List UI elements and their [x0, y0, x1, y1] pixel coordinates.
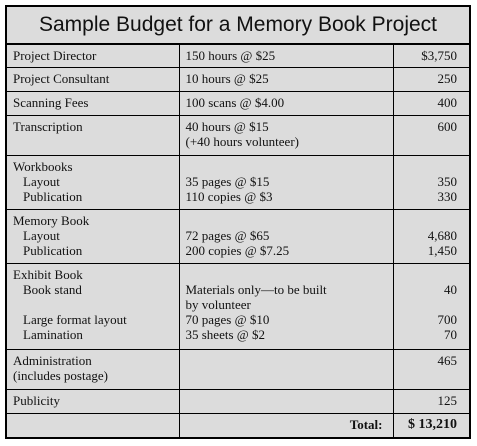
- budget-table: [7, 45, 469, 437]
- item-cell: [7, 263, 179, 349]
- detail-cell: [179, 349, 393, 389]
- amount-line: 4,680: [427, 227, 457, 243]
- table-row: [7, 115, 469, 155]
- sub-item: Layout: [23, 173, 60, 189]
- amount-cell: $3,750: [393, 45, 469, 67]
- amount-line: 330: [437, 188, 457, 204]
- amount-cell: 400: [393, 91, 469, 115]
- detail-line: 70 pages @ $10: [185, 311, 270, 327]
- item-cell: [7, 155, 179, 209]
- amount-cell: [393, 263, 469, 349]
- detail-cell: 10 hours @ $25: [179, 67, 393, 91]
- detail-cell: [179, 115, 393, 155]
- table-row: [7, 67, 469, 91]
- table-row: [7, 263, 469, 349]
- detail-line: 35 pages @ $15: [185, 173, 270, 189]
- table-row: [7, 91, 469, 115]
- amount-line: 700: [437, 311, 457, 327]
- detail-cell: [179, 155, 393, 209]
- item-cell: Publicity: [7, 389, 179, 413]
- detail-cell: [179, 389, 393, 413]
- amount-cell: 465: [393, 349, 469, 389]
- detail-line: 110 copies @ $3: [185, 188, 273, 204]
- detail-cell: [179, 263, 393, 349]
- detail-line: (+40 hours volunteer): [185, 133, 299, 149]
- amount-cell: [393, 209, 469, 263]
- table-row: [7, 155, 469, 209]
- item-line: (includes postage): [13, 367, 108, 383]
- budget-title: Sample Budget for a Memory Book Project: [7, 7, 469, 45]
- detail-cell: [179, 209, 393, 263]
- amount-cell: 250: [393, 67, 469, 91]
- sub-item: Lamination: [23, 326, 83, 342]
- sub-item: Large format layout: [23, 311, 127, 327]
- amount-line: 350: [437, 173, 457, 189]
- amount-line: 40: [444, 281, 457, 297]
- table-row: [7, 349, 469, 389]
- total-label: Total:: [179, 413, 393, 437]
- table-row: [7, 209, 469, 263]
- detail-line: by volunteer: [185, 296, 251, 312]
- sub-item: Book stand: [23, 281, 82, 297]
- detail-line: 200 copies @ $7.25: [185, 242, 290, 258]
- table-row: [7, 389, 469, 413]
- sub-item: Publication: [23, 242, 83, 258]
- budget-table-frame: [5, 5, 471, 439]
- item-cell: [7, 349, 179, 389]
- item-cell: Project Director: [7, 45, 179, 67]
- detail-line: 35 sheets @ $2: [185, 326, 265, 342]
- detail-line: 72 pages @ $65: [185, 227, 270, 243]
- detail-line: 40 hours @ $15: [185, 118, 269, 134]
- group-heading: Exhibit Book: [13, 266, 83, 282]
- empty-cell: [7, 413, 179, 437]
- sub-item: Publication: [23, 188, 83, 204]
- amount-cell: 600: [393, 115, 469, 155]
- item-cell: Scanning Fees: [7, 91, 179, 115]
- item-line: Administration: [13, 352, 92, 368]
- sub-item: Layout: [23, 227, 60, 243]
- total-amount: $ 13,210: [393, 413, 469, 437]
- item-cell: Transcription: [7, 115, 179, 155]
- total-row: [7, 413, 469, 437]
- amount-line: 1,450: [427, 242, 457, 258]
- table-row: [7, 45, 469, 67]
- item-cell: Project Consultant: [7, 67, 179, 91]
- amount-cell: 125: [393, 389, 469, 413]
- detail-line: Materials only—to be built: [185, 281, 327, 297]
- amount-line: 70: [444, 326, 457, 342]
- group-heading: Memory Book: [13, 212, 90, 228]
- item-cell: [7, 209, 179, 263]
- amount-cell: [393, 155, 469, 209]
- detail-cell: 100 scans @ $4.00: [179, 91, 393, 115]
- detail-cell: 150 hours @ $25: [179, 45, 393, 67]
- group-heading: Workbooks: [13, 158, 73, 174]
